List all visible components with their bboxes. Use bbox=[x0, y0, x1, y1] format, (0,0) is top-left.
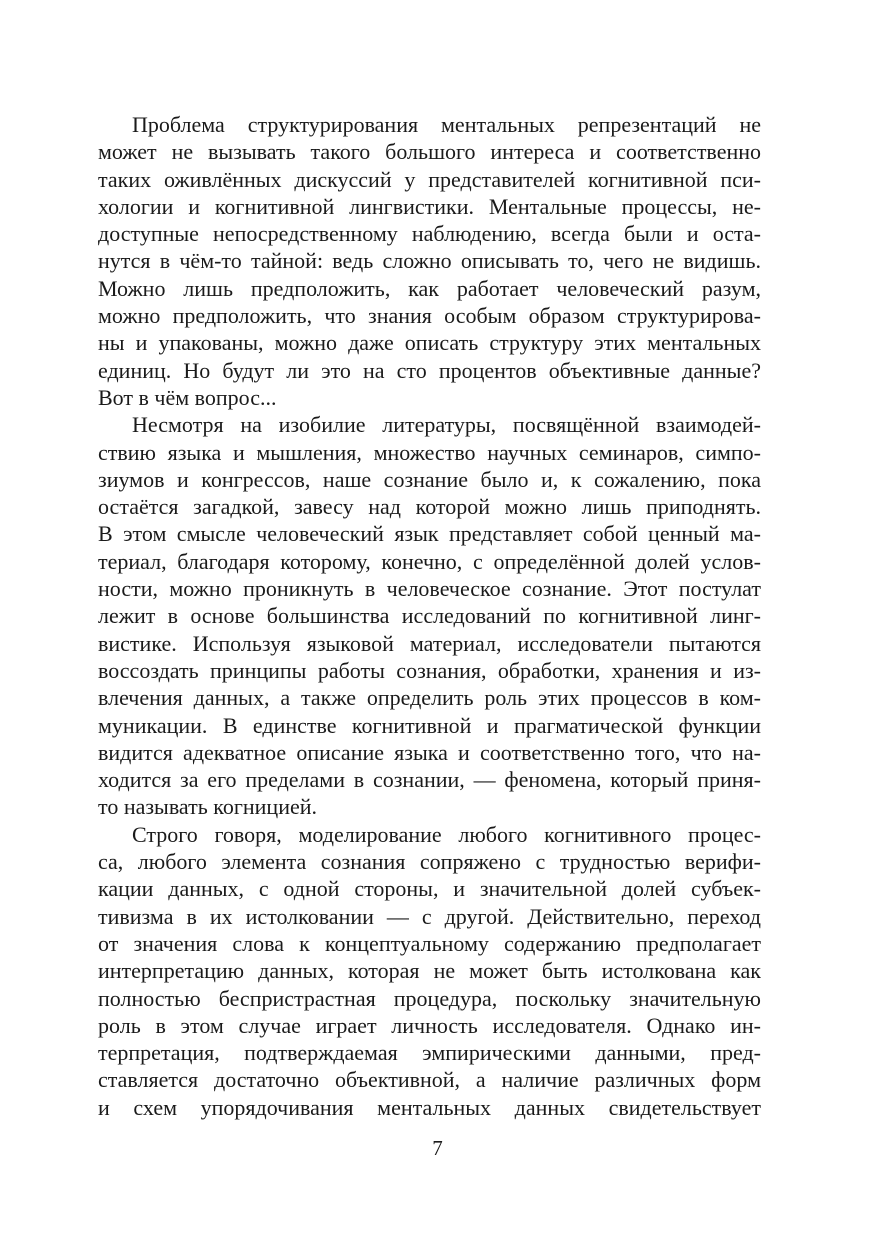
text-line: доступные непосредственному наблюдению, всегда были и оста- bbox=[98, 221, 761, 247]
text-line: роль в этом случае играет личность исследователя. Однако ин- bbox=[98, 1012, 761, 1038]
text-line: единиц. Но будут ли это на сто процентов объективные данные? bbox=[98, 357, 761, 383]
text-line: таких оживлённых дискуссий у представителей когнитивной пси- bbox=[98, 166, 761, 192]
paragraph bbox=[98, 821, 761, 1121]
text-line: зиумов и конгрессов, наше сознание было и, к сожалению, пока bbox=[98, 466, 761, 492]
paragraph bbox=[98, 411, 761, 820]
page-number: 7 bbox=[432, 1136, 443, 1160]
text-line: от значения слова к концептуальному содержанию предполагает bbox=[98, 930, 761, 956]
text-line: ставляется достаточно объективной, а наличие различных форм bbox=[98, 1067, 761, 1093]
text-line: Строго говоря, моделирование любого когнитивного процес- bbox=[132, 821, 761, 847]
text-line: можно предположить, что знания особым образом структурирова- bbox=[98, 303, 761, 329]
text-line: Можно лишь предположить, как работает человеческий разум, bbox=[98, 275, 761, 301]
page-body bbox=[98, 111, 761, 1121]
text-line: В этом смысле человеческий язык представляет собой ценный ма- bbox=[98, 521, 761, 547]
text-line: интерпретацию данных, которая не может быть истолкована как bbox=[98, 958, 761, 984]
text-line: воссоздать принципы работы сознания, обработки, хранения и из- bbox=[98, 657, 761, 683]
text-line: ны и упакованы, можно даже описать структуру этих ментальных bbox=[98, 330, 761, 356]
text-line: ствию языка и мышления, множество научных семинаров, симпо- bbox=[98, 439, 761, 465]
text-line: вистике. Используя языковой материал, исследователи пытаются bbox=[98, 630, 761, 656]
text-line: хологии и когнитивной лингвистики. Ментальные процессы, не- bbox=[98, 193, 761, 219]
text-line: муникации. В единстве когнитивной и прагматической функции bbox=[98, 712, 761, 738]
text-line: влечения данных, а также определить роль этих процессов в ком- bbox=[98, 685, 761, 711]
text-line: нутся в чём-то тайной: ведь сложно описывать то, чего не видишь. bbox=[98, 248, 761, 274]
text-line: может не вызывать такого большого интереса и соответственно bbox=[98, 139, 761, 165]
text-line: полностью беспристрастная процедура, поскольку значительную bbox=[98, 985, 761, 1011]
text-line: остаётся загадкой, завесу над которой можно лишь приподнять. bbox=[98, 494, 761, 520]
text-line: терпретация, подтверждаемая эмпирическими данными, пред- bbox=[98, 1040, 761, 1066]
text-line: и схем упорядочивания ментальных данных свидетельствует bbox=[98, 1094, 761, 1120]
paragraph bbox=[98, 111, 761, 411]
text-line: видится адекватное описание языка и соответственно того, что на- bbox=[98, 739, 761, 765]
text-line: Вот в чём вопрос... bbox=[98, 384, 277, 410]
text-line: то называть когницией. bbox=[98, 794, 318, 820]
text-line: Несмотря на изобилие литературы, посвящённой взаимодей- bbox=[132, 412, 761, 438]
text-line: ходится за его пределами в сознании, — феномена, который приня- bbox=[98, 767, 761, 793]
text-line: ности, можно проникнуть в человеческое сознание. Этот постулат bbox=[98, 576, 761, 602]
text-line: тивизма в их истолковании — с другой. Действительно, переход bbox=[98, 903, 761, 929]
text-line: са, любого элемента сознания сопряжено с трудностью верифи- bbox=[98, 849, 761, 875]
text-line: кации данных, с одной стороны, и значительной долей субъек- bbox=[98, 876, 761, 902]
text-line: териал, благодаря которому, конечно, с определённой долей услов- bbox=[98, 548, 761, 574]
text-line: лежит в основе большинства исследований по когнитивной линг- bbox=[98, 603, 761, 629]
text-line: Проблема структурирования ментальных репрезентаций не bbox=[132, 112, 761, 137]
